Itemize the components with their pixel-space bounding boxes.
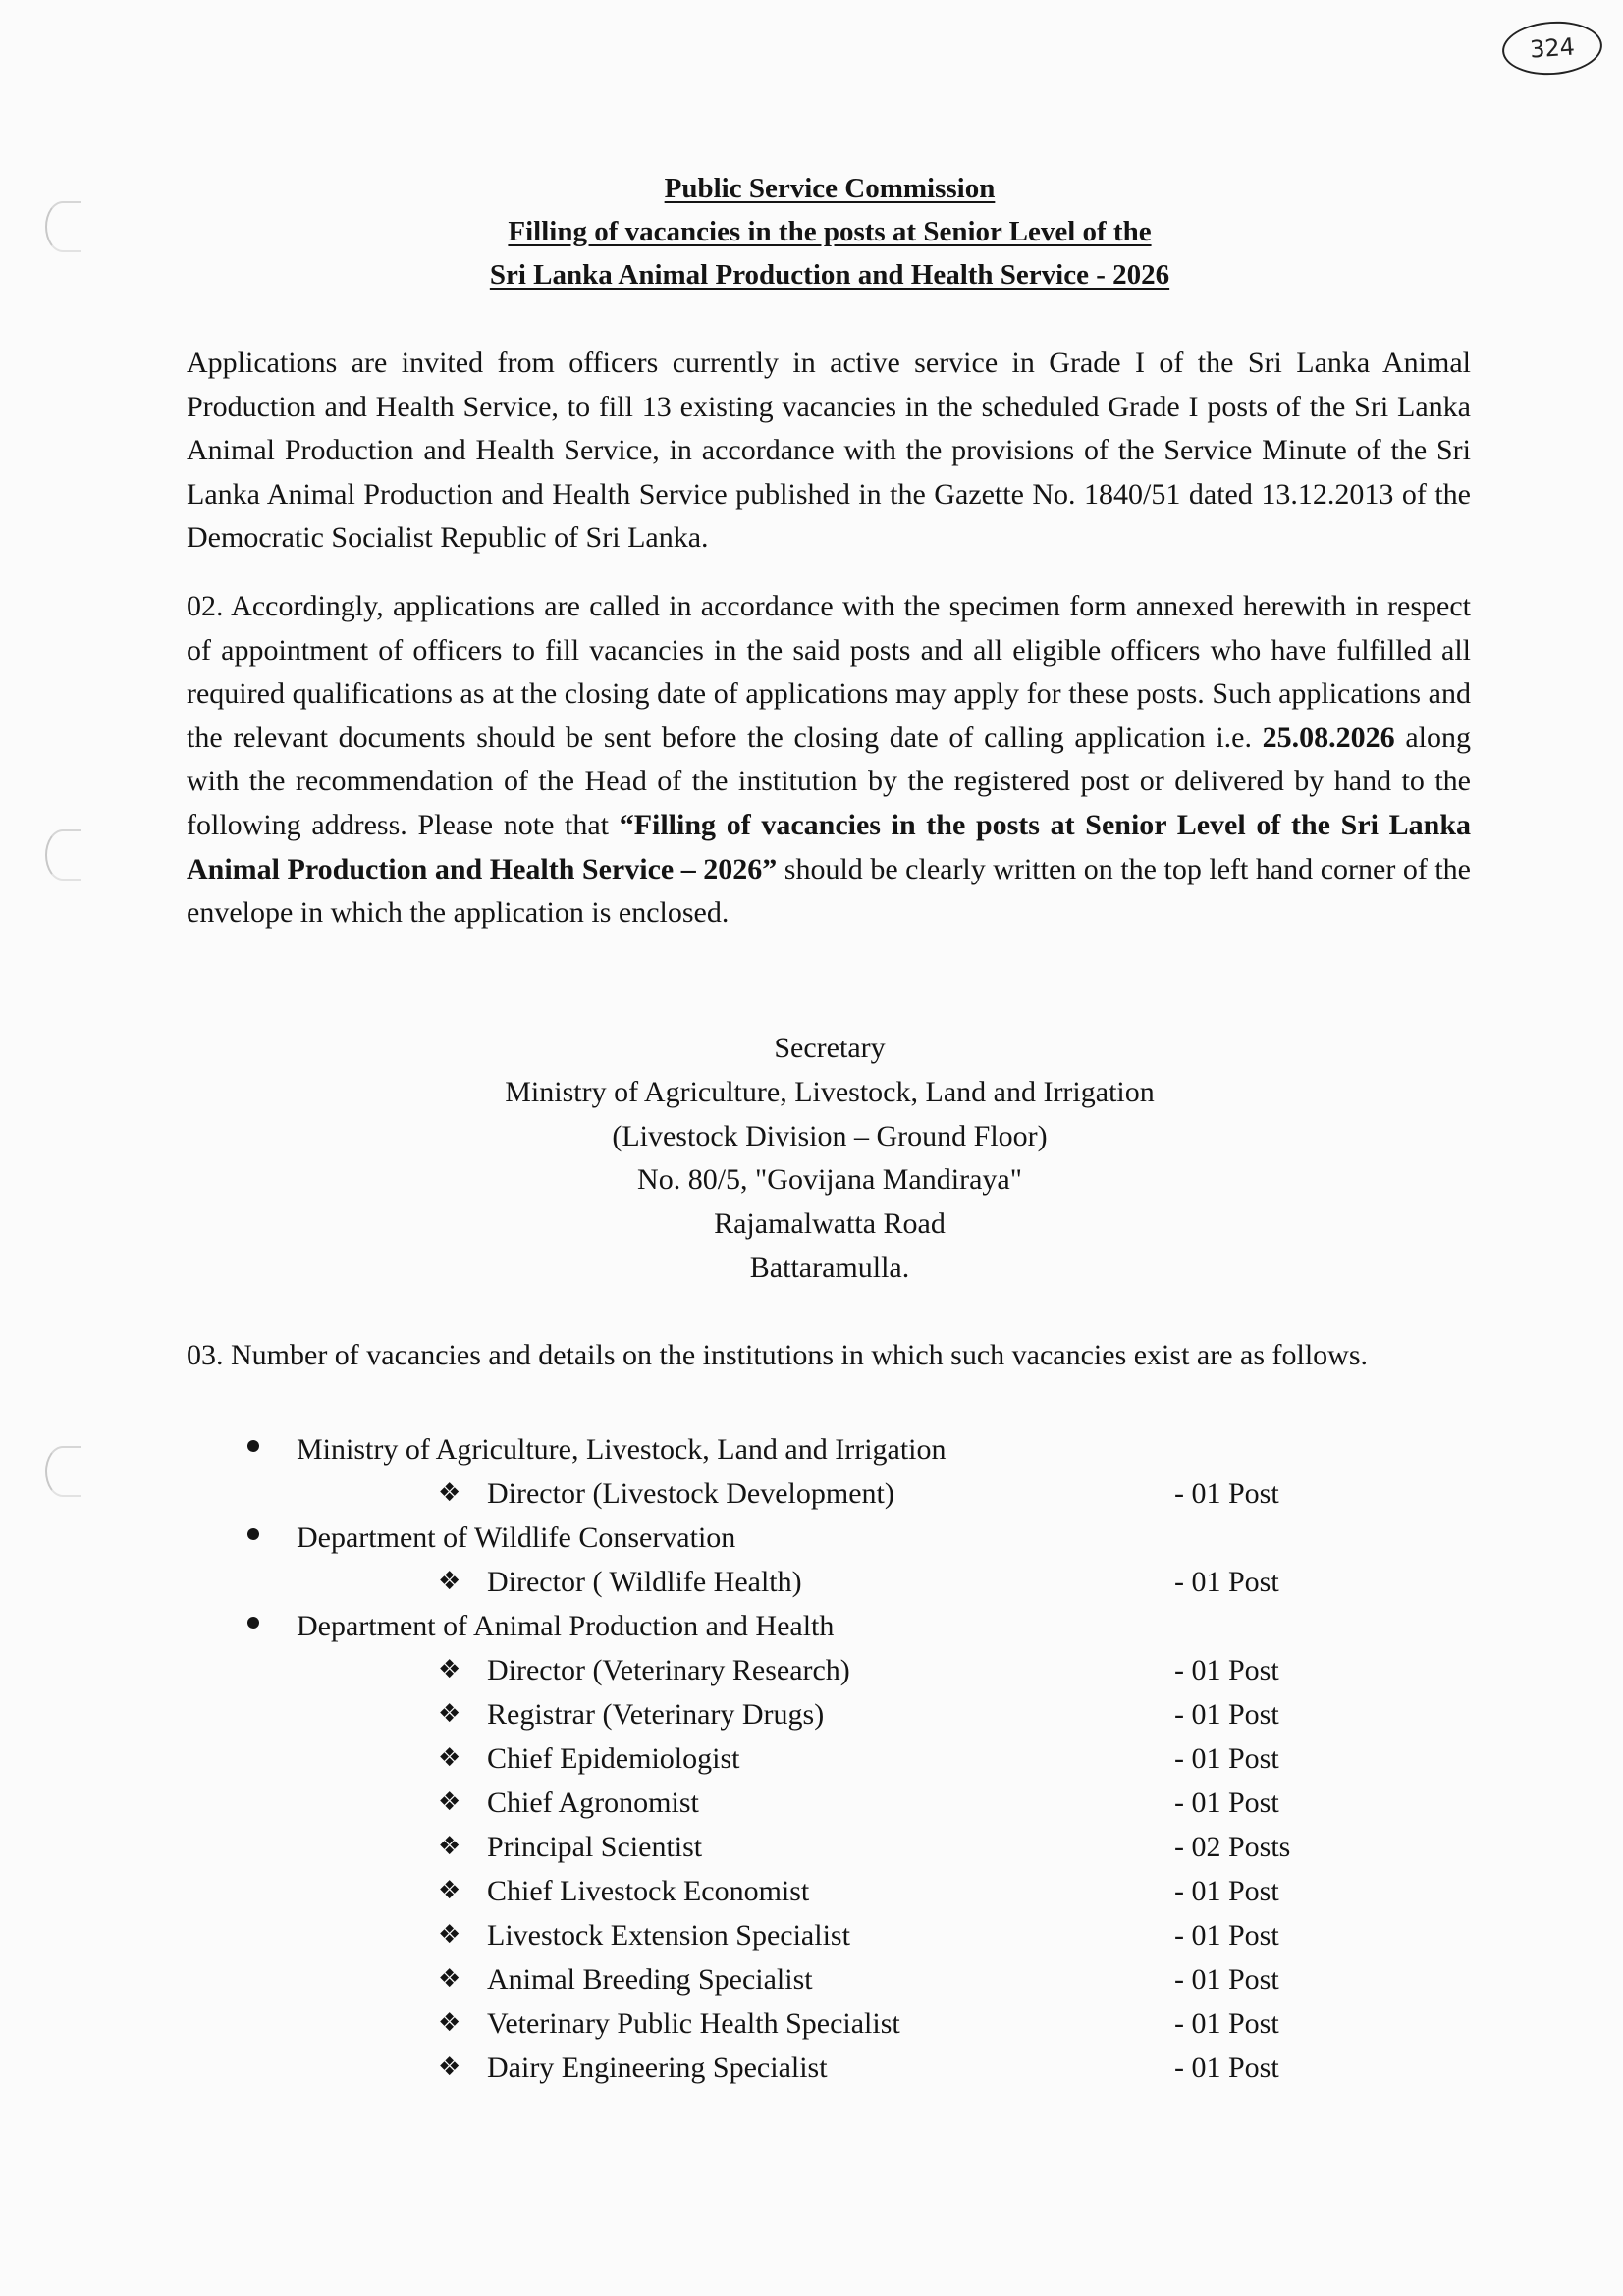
post-count: - 02 Posts	[1174, 1831, 1291, 1863]
post-count: - 01 Post	[1174, 1787, 1279, 1819]
diamond-bullet-icon: ❖	[438, 2008, 461, 2038]
address-line: Ministry of Agriculture, Livestock, Land and Irrigation	[505, 1075, 1155, 1108]
heading-commission: Public Service Commission	[664, 173, 996, 204]
post-title: Director (Livestock Development)	[487, 1477, 894, 1510]
post-item	[0, 1957, 1623, 2002]
post-title: Dairy Engineering Specialist	[487, 2052, 828, 2084]
post-count: - 01 Post	[1174, 2007, 1279, 2040]
post-count: - 01 Post	[1174, 1742, 1279, 1775]
heading-title-line-2: Sri Lanka Animal Production and Health Service - 2026	[489, 259, 1170, 291]
post-item	[0, 1736, 1623, 1781]
post-count: - 01 Post	[1174, 1698, 1279, 1731]
post-count: - 01 Post	[1174, 1919, 1279, 1951]
bullet-icon	[247, 1440, 259, 1452]
diamond-bullet-icon: ❖	[438, 1832, 461, 1861]
page-number-stamp: 324	[1500, 19, 1604, 79]
post-count: - 01 Post	[1174, 1566, 1279, 1598]
vacancy-list	[0, 1427, 1623, 2090]
post-title: Veterinary Public Health Specialist	[487, 2007, 900, 2040]
document-heading	[0, 167, 1623, 296]
post-item	[0, 1692, 1623, 1736]
diamond-bullet-icon: ❖	[438, 1567, 461, 1596]
post-item	[0, 1781, 1623, 1825]
post-title: Chief Epidemiologist	[487, 1742, 740, 1775]
institution-name: Department of Animal Production and Health	[297, 1610, 835, 1642]
post-title: Principal Scientist	[487, 1831, 703, 1863]
address-line: (Livestock Division – Ground Floor)	[612, 1119, 1048, 1152]
diamond-bullet-icon: ❖	[438, 1788, 461, 1817]
diamond-bullet-icon: ❖	[438, 2053, 461, 2082]
envelope-title: “Filling of vacancies in the posts at Senior Level of the Sri Lanka Animal Production and Health Service – 2026”	[187, 808, 1471, 885]
instructions-text-3: should be clearly written on the top left hand corner of the envelope in which the application is enclosed.	[187, 852, 1471, 930]
institution-item	[0, 1427, 1623, 1471]
institution-name: Ministry of Agriculture, Livestock, Land and Irrigation	[297, 1433, 947, 1466]
address-line: Battaramulla.	[749, 1251, 910, 1284]
post-item	[0, 1471, 1623, 1516]
address-line: Secretary	[774, 1032, 886, 1064]
institution-name: Department of Wildlife Conservation	[297, 1522, 736, 1554]
institution-item	[0, 1516, 1623, 1560]
diamond-bullet-icon: ❖	[438, 1655, 461, 1684]
institution-item	[0, 1604, 1623, 1648]
post-title: Registrar (Veterinary Drugs)	[487, 1698, 825, 1731]
paragraph-vacancy-intro: 03. Number of vacancies and details on the institutions in which such vacancies exist are as follows.	[187, 1339, 1369, 1371]
post-item	[0, 1560, 1623, 1604]
post-count: - 01 Post	[1174, 1477, 1279, 1510]
heading-title-line-1: Filling of vacancies in the posts at Senior Level of the	[508, 216, 1152, 247]
instructions-text-2: along with the recommendation of the Head of the institution by the registered post or delivered by hand to the following address. Please note that	[187, 721, 1471, 841]
post-count: - 01 Post	[1174, 1963, 1279, 1996]
post-count: - 01 Post	[1174, 1875, 1279, 1907]
post-item	[0, 1825, 1623, 1869]
post-title: Livestock Extension Specialist	[487, 1919, 850, 1951]
paragraph-invitation: Applications are invited from officers currently in active service in Grade I of the Sri Lanka Animal Production and Health Service, to fill 13 existing vacancies in the scheduled Grade I posts of the Sri Lanka Animal Production and Health Service, in accordance with the provisions of the Service Minute of the Sri Lanka Animal Production and Health Service published in the Gazette No. 1840/51 dated 13.12.2013 of the Democratic Socialist Republic of Sri Lanka.	[187, 347, 1471, 555]
instructions-text-1: 02. Accordingly, applications are called in accordance with the specimen form annexed herewith in respect of appointment of officers to fill vacancies in the said posts and all eligible officers who have fulfilled all required qualifications as at the closing date of applications may apply for these posts. Such applications and the relevant documents should be sent before the closing date of calling application i.e.	[187, 590, 1471, 754]
postal-address	[0, 1027, 1623, 1291]
diamond-bullet-icon: ❖	[438, 1699, 461, 1729]
paragraph-application-instructions	[187, 585, 1471, 935]
address-line: No. 80/5, "Govijana Mandiraya"	[637, 1163, 1022, 1197]
post-title: Director (Veterinary Research)	[487, 1654, 850, 1686]
post-count: - 01 Post	[1174, 1654, 1279, 1686]
post-title: Director ( Wildlife Health)	[487, 1566, 802, 1598]
diamond-bullet-icon: ❖	[438, 1920, 461, 1949]
post-title: Animal Breeding Specialist	[487, 1963, 813, 1996]
post-item	[0, 1648, 1623, 1692]
post-count: - 01 Post	[1174, 2052, 1279, 2084]
diamond-bullet-icon: ❖	[438, 1478, 461, 1508]
bullet-icon	[247, 1617, 259, 1629]
diamond-bullet-icon: ❖	[438, 1964, 461, 1994]
bullet-icon	[247, 1528, 259, 1540]
post-title: Chief Agronomist	[487, 1787, 699, 1819]
post-item	[0, 2046, 1623, 2090]
post-item	[0, 1913, 1623, 1957]
punch-hole-mark	[45, 829, 81, 881]
diamond-bullet-icon: ❖	[438, 1743, 461, 1773]
post-item	[0, 1869, 1623, 1913]
post-item	[0, 2002, 1623, 2046]
closing-date: 25.08.2026	[1262, 721, 1395, 754]
post-title: Chief Livestock Economist	[487, 1875, 810, 1907]
diamond-bullet-icon: ❖	[438, 1876, 461, 1905]
address-line: Rajamalwatta Road	[714, 1207, 946, 1241]
